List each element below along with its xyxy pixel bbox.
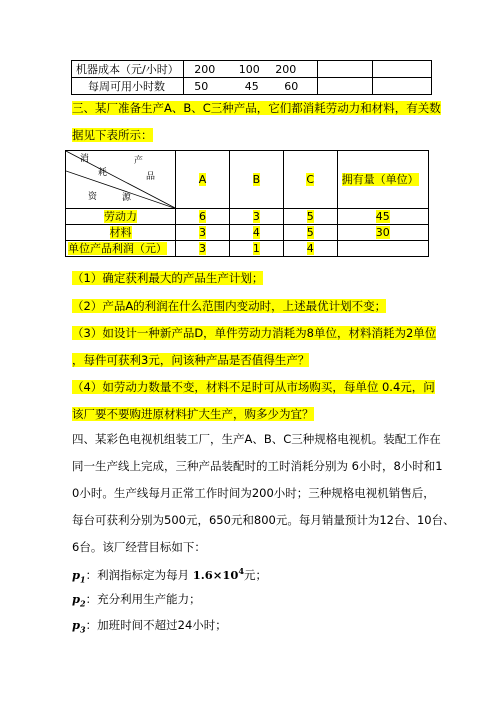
table-cell: 4 bbox=[229, 225, 283, 241]
table-cell: 3 bbox=[176, 225, 230, 241]
goal-symbol: $p_2$ bbox=[72, 592, 86, 609]
cell-value: 60 bbox=[284, 79, 299, 93]
goal-symbol: $p_3$ bbox=[72, 618, 86, 635]
question-4-line-1: （4）如劳动力数量不变，材料不足时可从市场购买，每单位 0.4元，问 bbox=[72, 380, 435, 394]
cell-value: 200 bbox=[194, 62, 216, 76]
goal-text-post: 元； bbox=[244, 567, 268, 582]
diag-label: 源 bbox=[122, 193, 132, 203]
table-cell bbox=[372, 61, 431, 78]
question-3-line-1: （3）如设计一种新产品D，单件劳动力消耗为8单位，材料消耗为2单位 bbox=[72, 326, 437, 340]
goal-p3 bbox=[72, 617, 227, 637]
goal-symbol: $p_1$ bbox=[72, 567, 86, 585]
col-header-supply: 拥有量（单位） bbox=[337, 151, 428, 209]
diag-label: 消 bbox=[80, 154, 90, 164]
goal-p2 bbox=[72, 591, 201, 611]
table-cell bbox=[317, 61, 372, 78]
intro-text: 据见下表所示： bbox=[72, 128, 153, 142]
col-header-c: C bbox=[283, 151, 337, 209]
table-cell: 5 bbox=[283, 225, 337, 241]
row-label: 材料 bbox=[66, 225, 176, 241]
question-2: （2）产品A的利润在什么范围内变动时，上述最优计划不变； bbox=[72, 299, 387, 313]
table-cell bbox=[184, 61, 317, 78]
table-cell: 30 bbox=[337, 225, 428, 241]
row-label: 每周可用小时数 bbox=[72, 78, 184, 95]
row-label: 单位产品利润（元） bbox=[66, 241, 176, 257]
cell-value: 45 bbox=[244, 79, 259, 93]
goal-text: ：充分利用生产能力； bbox=[85, 592, 201, 606]
table-cell: 3 bbox=[229, 209, 283, 225]
section3-intro-1 bbox=[72, 100, 441, 116]
table-cell bbox=[372, 78, 431, 95]
col-header-b: B bbox=[229, 151, 283, 209]
cell-value: 100 bbox=[238, 62, 260, 76]
question-3-line-2: ，每件可获利3元，问该种产品是否值得生产？ bbox=[72, 353, 310, 367]
section3-intro-2 bbox=[72, 127, 153, 143]
table-cell: 6 bbox=[176, 209, 230, 225]
table-cell bbox=[317, 78, 372, 95]
goal-value: $1.6\times 10^4$ bbox=[192, 566, 245, 582]
row-label: 机器成本（元/小时） bbox=[72, 61, 184, 78]
table-cell bbox=[184, 78, 317, 95]
cell-value: 50 bbox=[194, 79, 209, 93]
section4-line-3: 0小时。生产线每月正常工作时间为200小时；三种规格电视机销售后， bbox=[72, 486, 435, 500]
row-label: 劳动力 bbox=[66, 209, 176, 225]
goal-p1 bbox=[72, 563, 267, 587]
section4-line-5: 6台。该厂经营目标如下： bbox=[72, 540, 206, 554]
section4-line-2: 同一生产线上完成，三种产品装配时的工时消耗分别为 6小时，8小时和1 bbox=[72, 459, 443, 473]
resource-table bbox=[65, 150, 429, 257]
intro-text: 三、某厂准备生产A、B、C三种产品，它们都消耗劳动力和材料，有关数 bbox=[72, 101, 441, 115]
section4-line-1: 四、某彩色电视机组装工厂，生产A、B、C三种规格电视机。装配工作在 bbox=[72, 432, 441, 446]
cell-value: 200 bbox=[275, 62, 297, 76]
goal-text: ：加班时间不超过24小时； bbox=[85, 618, 227, 632]
diag-label: 资 bbox=[88, 192, 98, 202]
question-4-line-2: 该厂要不要购进原材料扩大生产，购多少为宜？ bbox=[72, 407, 314, 421]
question-1: （1）确定获利最大的产品生产计划； bbox=[72, 271, 264, 285]
table-cell: 3 bbox=[176, 241, 230, 257]
machine-table bbox=[71, 60, 432, 95]
table-cell: 5 bbox=[283, 209, 337, 225]
goal-text: ：利润指标定为每月 bbox=[85, 567, 193, 582]
table-cell: 1 bbox=[229, 241, 283, 257]
col-header-a: A bbox=[176, 151, 230, 209]
diagonal-header-cell bbox=[66, 151, 176, 209]
table-cell bbox=[337, 241, 428, 257]
table-cell: 4 bbox=[283, 241, 337, 257]
diag-label: 产 bbox=[134, 156, 144, 166]
diag-label: 品 bbox=[146, 172, 156, 182]
table-cell: 45 bbox=[337, 209, 428, 225]
section4-line-4: 每台可获利分别为500元，650元和800元。每月销量预计为12台、10台、 bbox=[72, 513, 455, 527]
diag-label: 耗 bbox=[98, 168, 108, 178]
